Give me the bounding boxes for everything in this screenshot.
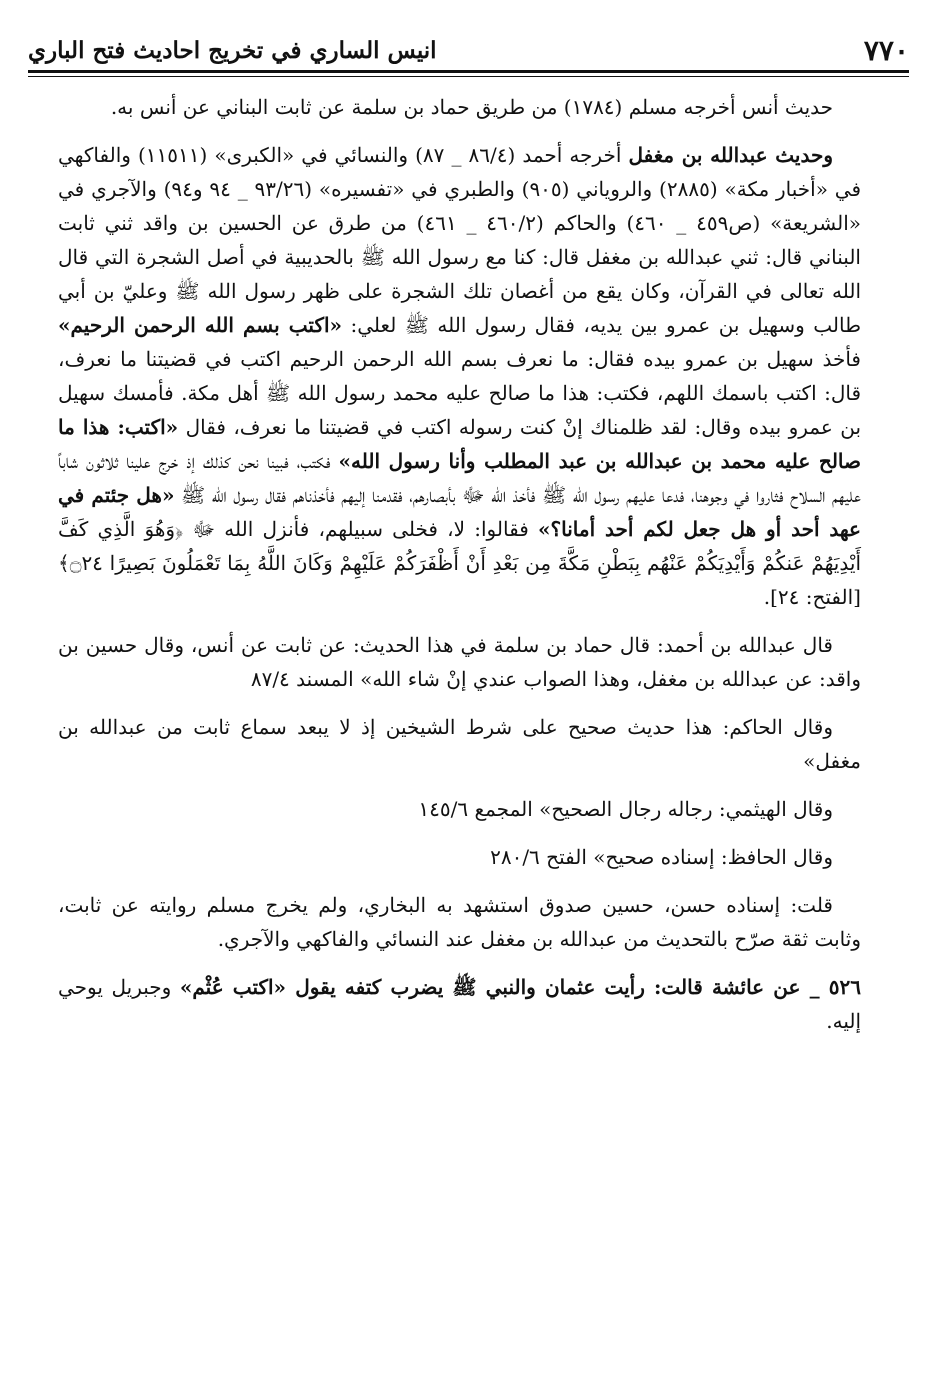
paragraph-lead: وحديث عبدالله بن مغفل (628, 143, 833, 167)
header-rule-thick (28, 70, 909, 73)
quran-verse: ﴿وَهُوَ الَّذِي كَفَّ أَيْدِيَهُمْ عَنكُمْ وَأَيْدِيَكُمْ عَنْهُم بِبَطْنِ مَكَّةَ مِن بَعْدِ أَنْ أَظْفَرَكُمْ عَلَيْهِمْ وَكَانَ اللَّهُ بِمَا تَعْمَلُونَ بَصِيرًا ۝٢٤﴾ (58, 517, 861, 575)
page-body (58, 90, 861, 1052)
paragraph-text: فأخذ سهيل بن عمرو بيده فقال: ما نعرف بسم الله الرحمن الرحيم اكتب في قضيتنا ما نعرف، قال: اكتب باسمك اللهم، فكتب: هذا ما صالح عليه محمد رسول الله ﷺ أهل مكة. فأمسك سهيل بن عمرو بيده وقال: لقد ظلمناك إنْ كنت رسوله اكتب في قضيتنا ما نعرف، فقال (58, 347, 862, 439)
paragraph-ibn-mughaffal-hadith (58, 138, 861, 614)
paragraph-text: ٥٢٦ _ عن عائشة قالت: رأيت عثمان والنبي ﷺ يضرب كتفه يقول (286, 975, 861, 999)
paragraph-text: وقال الهيثمي: رجاله رجال الصحيح» المجمع ١٤٥/٦ (418, 797, 833, 821)
paragraph-hafiz (58, 840, 861, 874)
paragraph-text: فقالوا: لا، فخلى سبيلهم، فأنزل الله ﷻ (183, 517, 538, 541)
paragraph-abdullah-ibn-ahmad (58, 628, 861, 696)
paragraph-haythami (58, 792, 861, 826)
paragraph-text: حديث أنس أخرجه مسلم (١٧٨٤) من طريق حماد بن سلمة عن ثابت البناني عن أنس به. (110, 95, 833, 119)
paragraph-author-note (58, 888, 861, 956)
header-rule-thin (28, 76, 909, 77)
running-title: انيس الساري في تخريج احاديث فتح الباري (28, 36, 437, 64)
quoted-speech: «اكتب عُثْم» (179, 975, 287, 999)
paragraph-text: قلت: إسناده حسن، حسين صدوق استشهد به البخاري، ولم يخرج مسلم روايته عن ثابت، وثابت ثقة صرّح بالتحديث من عبدالله بن مغفل عند النسائي والفاكهي والآجري. (58, 893, 861, 951)
paragraph-text: أخرجه أحمد (٨٦/٤ _ ٨٧) والنسائي في «الكبرى» (١١٥١١) والفاكهي في «أخبار مكة» (٢٨٨٥) والروياني (٩٠٥) والطبري في «تفسيره» (٩٣/٢٦ _ ٩٤ و٩٤) والآجري في «الشريعة» (ص٤٥٩ _ ٤٦٠) والحاكم (٤٦٠/٢ _ ٤٦١) من طرق عن الحسين بن واقد ثني ثابت البناني قال: ثني عبدالله بن مغفل قال: كنا مع رسول الله ﷺ بالحديبية في أصل الشجرة التي قال الله تعالى في القرآن، وكان يقع من أغصان تلك الشجرة على ظهر رسول الله ﷺ وعليّ بن أبي طالب وسهيل بن عمرو بين يديه، فقال رسول الله ﷺ لعلي: (58, 143, 862, 337)
paragraph-text: فكتب، فبينا نحن كذلك إذ خرج علينا ثلاثون شاباً عليهم السلاح فثاروا في وجوهنا، فدعا عليهم رسول الله ﷺ فأخذ الله ﷻ بأبصارهم، فقدمنا إليهم فأخذناهم فقال رسول الله ﷺ (58, 449, 861, 507)
paragraph-text: وقال الحافظ: إسناده صحيح» الفتح ٢٨٠/٦ (490, 845, 833, 869)
quoted-speech: «اكتب بسم الله الرحمن الرحيم» (58, 313, 343, 337)
verse-reference: [الفتح: ٢٤]. (763, 585, 861, 609)
page-header (28, 30, 909, 70)
paragraph-anas-hadith (58, 90, 861, 124)
page-number: ٧٧٠ (863, 33, 909, 67)
paragraph-text: قال عبدالله بن أحمد: قال حماد بن سلمة في هذا الحديث: عن ثابت عن أنس، وقال حسين بن واقد: عن عبدالله بن مغفل، وهذا الصواب عندي إنْ شاء الله» المسند ٨٧/٤ (58, 633, 861, 691)
paragraph-text: وقال الحاكم: هذا حديث صحيح على شرط الشيخين إذ لا يبعد سماع ثابت من عبدالله بن مغفل» (58, 715, 861, 773)
paragraph-text: وجبريل يوحي إليه. (58, 975, 861, 1033)
quoted-speech: «اكتب: هذا ما صالح عليه محمد بن عبدالله بن عبد المطلب وأنا رسول الله» (58, 415, 861, 473)
quoted-speech: «هل جئتم في عهد أحد أو هل جعل لكم أحد أمانا؟» (58, 483, 861, 541)
paragraph-hadith-526 (58, 970, 861, 1038)
paragraph-hakim (58, 710, 861, 778)
